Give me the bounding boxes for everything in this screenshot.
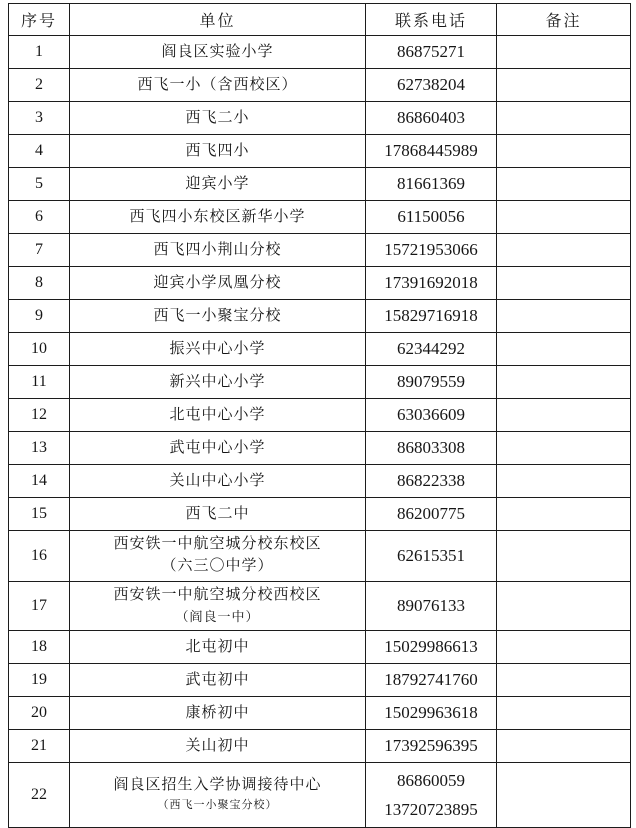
row-number: 8 <box>9 267 70 300</box>
unit-name: 武屯初中 <box>185 671 250 688</box>
unit-cell <box>70 201 366 234</box>
unit-name: 西飞二中 <box>185 505 250 522</box>
unit-cell <box>70 366 366 399</box>
table-row <box>9 465 631 498</box>
phone-number: 15029963618 <box>384 703 478 722</box>
phone-number: 18792741760 <box>384 670 478 689</box>
table-row <box>9 631 631 664</box>
phone-cell <box>366 267 497 300</box>
unit-name: 关山初中 <box>185 737 250 754</box>
phone-number: 17391692018 <box>384 273 478 292</box>
phone-number: 13720723895 <box>384 800 478 819</box>
unit-name: 新兴中心小学 <box>169 373 266 390</box>
note-cell <box>497 36 631 69</box>
note-cell <box>497 135 631 168</box>
phone-number: 17868445989 <box>384 141 478 160</box>
phone-cell <box>366 763 497 828</box>
note-cell <box>497 664 631 697</box>
unit-subtitle: （六三〇中学） <box>161 558 274 574</box>
header-phone: 联系电话 <box>366 4 497 36</box>
unit-cell <box>70 664 366 697</box>
row-number: 2 <box>9 69 70 102</box>
row-number: 4 <box>9 135 70 168</box>
unit-cell <box>70 465 366 498</box>
phone-number: 86822338 <box>397 471 465 490</box>
table-row <box>9 102 631 135</box>
unit-name: 阎良区实验小学 <box>161 43 274 60</box>
phone-cell <box>366 730 497 763</box>
unit-cell <box>70 697 366 730</box>
phone-cell <box>366 234 497 267</box>
unit-name: 迎宾小学凤凰分校 <box>153 274 282 291</box>
phone-number: 86860403 <box>397 108 465 127</box>
unit-name: 西飞二小 <box>185 109 250 126</box>
row-number: 6 <box>9 201 70 234</box>
row-number: 21 <box>9 730 70 763</box>
row-number: 12 <box>9 399 70 432</box>
note-cell <box>497 730 631 763</box>
row-number: 13 <box>9 432 70 465</box>
phone-number: 17392596395 <box>384 736 478 755</box>
unit-name: 西飞四小 <box>185 142 250 159</box>
note-cell <box>497 201 631 234</box>
unit-name: 迎宾小学 <box>185 175 250 192</box>
table-row <box>9 763 631 828</box>
table-row <box>9 582 631 631</box>
unit-cell <box>70 300 366 333</box>
row-number: 7 <box>9 234 70 267</box>
unit-name: 西飞一小（含西校区） <box>137 76 298 93</box>
header-no: 序号 <box>9 4 70 36</box>
note-cell <box>497 267 631 300</box>
unit-cell <box>70 69 366 102</box>
note-cell <box>497 582 631 631</box>
contact-table <box>8 3 631 828</box>
phone-number: 15721953066 <box>384 240 478 259</box>
unit-cell <box>70 102 366 135</box>
table-row <box>9 69 631 102</box>
phone-number: 86860059 <box>397 771 465 790</box>
row-number: 20 <box>9 697 70 730</box>
table-row <box>9 531 631 582</box>
row-number: 19 <box>9 664 70 697</box>
unit-cell <box>70 333 366 366</box>
table-row <box>9 135 631 168</box>
phone-cell <box>366 498 497 531</box>
phone-number: 86200775 <box>397 504 465 523</box>
row-number: 22 <box>9 763 70 828</box>
unit-cell <box>70 432 366 465</box>
phone-cell <box>366 531 497 582</box>
table-row <box>9 168 631 201</box>
note-cell <box>497 498 631 531</box>
row-number: 1 <box>9 36 70 69</box>
table-row <box>9 201 631 234</box>
phone-number: 15829716918 <box>384 306 478 325</box>
unit-cell <box>70 730 366 763</box>
table-row <box>9 300 631 333</box>
table-row <box>9 366 631 399</box>
note-cell <box>497 300 631 333</box>
phone-number: 61150056 <box>397 207 465 226</box>
table-row <box>9 432 631 465</box>
phone-cell <box>366 582 497 631</box>
row-number: 18 <box>9 631 70 664</box>
note-cell <box>497 697 631 730</box>
unit-cell <box>70 531 366 582</box>
unit-name: 阎良区招生入学协调接待中心 <box>113 777 322 793</box>
unit-name: 西安铁一中航空城分校东校区 <box>113 536 322 552</box>
phone-cell <box>366 135 497 168</box>
row-number: 17 <box>9 582 70 631</box>
phone-cell <box>366 201 497 234</box>
phone-number: 62615351 <box>397 546 465 565</box>
unit-cell <box>70 135 366 168</box>
phone-number: 86803308 <box>397 438 465 457</box>
unit-cell <box>70 267 366 300</box>
note-cell <box>497 69 631 102</box>
contact-table-wrap <box>8 3 631 828</box>
phone-number: 89076133 <box>397 596 465 615</box>
unit-name: 西飞四小东校区新华小学 <box>129 208 306 225</box>
phone-cell <box>366 366 497 399</box>
note-cell <box>497 631 631 664</box>
table-row <box>9 267 631 300</box>
phone-cell <box>366 631 497 664</box>
note-cell <box>497 168 631 201</box>
table-row <box>9 234 631 267</box>
header-note: 备注 <box>497 4 631 36</box>
table-row <box>9 697 631 730</box>
table-row <box>9 399 631 432</box>
header-unit: 单位 <box>70 4 366 36</box>
unit-name: 振兴中心小学 <box>169 340 266 357</box>
note-cell <box>497 465 631 498</box>
unit-name: 北屯中心小学 <box>169 406 266 423</box>
row-number: 14 <box>9 465 70 498</box>
phone-cell <box>366 465 497 498</box>
table-row <box>9 730 631 763</box>
phone-number: 81661369 <box>397 174 465 193</box>
phone-cell <box>366 333 497 366</box>
row-number: 16 <box>9 531 70 582</box>
phone-number: 63036609 <box>397 405 465 424</box>
row-number: 9 <box>9 300 70 333</box>
phone-cell <box>366 300 497 333</box>
phone-cell <box>366 432 497 465</box>
table-row <box>9 36 631 69</box>
unit-name: 康桥初中 <box>185 704 250 721</box>
note-cell <box>497 333 631 366</box>
table-row <box>9 498 631 531</box>
unit-subtitle: （西飞一小聚宝分校） <box>157 799 278 811</box>
note-cell <box>497 763 631 828</box>
phone-number: 62738204 <box>397 75 465 94</box>
phone-cell <box>366 697 497 730</box>
unit-cell <box>70 36 366 69</box>
phone-cell <box>366 168 497 201</box>
table-row <box>9 333 631 366</box>
unit-cell <box>70 234 366 267</box>
phone-number: 86875271 <box>397 42 465 61</box>
unit-name: 北屯初中 <box>185 638 250 655</box>
unit-cell <box>70 168 366 201</box>
phone-number: 89079559 <box>397 372 465 391</box>
unit-name: 西飞四小荆山分校 <box>153 241 282 258</box>
note-cell <box>497 432 631 465</box>
table-body <box>9 36 631 828</box>
row-number: 11 <box>9 366 70 399</box>
phone-cell <box>366 69 497 102</box>
note-cell <box>497 102 631 135</box>
table-row <box>9 664 631 697</box>
unit-name: 西安铁一中航空城分校西校区 <box>113 587 322 603</box>
row-number: 10 <box>9 333 70 366</box>
unit-cell <box>70 763 366 828</box>
header-row <box>9 4 631 36</box>
row-number: 5 <box>9 168 70 201</box>
unit-cell <box>70 582 366 631</box>
note-cell <box>497 531 631 582</box>
note-cell <box>497 366 631 399</box>
phone-number: 15029986613 <box>384 637 478 656</box>
unit-name: 武屯中心小学 <box>169 439 266 456</box>
phone-number: 62344292 <box>397 339 465 358</box>
phone-cell <box>366 36 497 69</box>
unit-cell <box>70 399 366 432</box>
phone-cell <box>366 664 497 697</box>
unit-subtitle: （阎良一中） <box>175 609 260 624</box>
row-number: 15 <box>9 498 70 531</box>
unit-name: 西飞一小聚宝分校 <box>153 307 282 324</box>
row-number: 3 <box>9 102 70 135</box>
unit-cell <box>70 498 366 531</box>
phone-cell <box>366 102 497 135</box>
phone-cell <box>366 399 497 432</box>
unit-name: 关山中心小学 <box>169 472 266 489</box>
note-cell <box>497 234 631 267</box>
note-cell <box>497 399 631 432</box>
unit-cell <box>70 631 366 664</box>
